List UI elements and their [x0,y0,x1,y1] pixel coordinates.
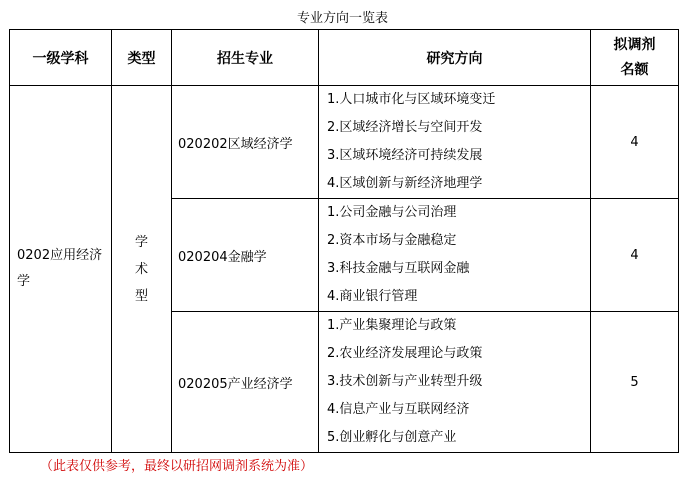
reference-note: （此表仅供参考，最终以研招网调剂系统为准） [40,459,314,474]
type-char: 术 [134,261,148,277]
header-quota [591,30,679,86]
type-char: 学 [134,234,148,250]
direction-item: 4.区域创新与新经济地理学 [327,176,483,191]
direction-item: 2.区域经济增长与空间开发 [327,120,483,135]
type-cell [112,86,172,453]
discipline-cell [10,86,112,453]
direction-item: 1.产业集聚理论与政策 [327,318,457,333]
direction-item: 4.商业银行管理 [327,289,418,304]
header-type: 类型 [112,30,172,86]
direction-item: 3.科技金融与互联网金融 [327,261,470,276]
major-cell: 020205产业经济学 [172,312,319,453]
header-discipline: 一级学科 [10,30,112,86]
major-cell: 020204金融学 [172,199,319,312]
quota-cell: 5 [591,312,679,453]
direction-item: 5.创业孵化与创意产业 [327,430,457,445]
type-char: 型 [134,288,148,304]
header-quota-label: 拟调剂名额 [613,36,656,78]
table-row [10,86,679,199]
major-cell: 020202区域经济学 [172,86,319,199]
direction-item: 1.公司金融与公司治理 [327,205,457,220]
discipline-label: 0202应用经济学 [17,248,103,289]
header-major: 招生专业 [172,30,319,86]
direction-item: 2.农业经济发展理论与政策 [327,346,483,361]
direction-item: 1.人口城市化与区域环境变迁 [327,92,496,107]
header-direction: 研究方向 [319,30,591,86]
directions-cell [319,199,591,312]
direction-item: 3.区域环境经济可持续发展 [327,148,483,163]
direction-item: 3.技术创新与产业转型升级 [327,374,483,389]
directions-cell [319,86,591,199]
directions-cell [319,312,591,453]
direction-item: 4.信息产业与互联网经济 [327,402,470,417]
quota-cell: 4 [591,199,679,312]
major-directions-table [9,29,679,453]
header-row [10,30,679,86]
direction-item: 2.资本市场与金融稳定 [327,233,457,248]
table-caption: 专业方向一览表 [296,11,388,26]
quota-cell: 4 [591,86,679,199]
